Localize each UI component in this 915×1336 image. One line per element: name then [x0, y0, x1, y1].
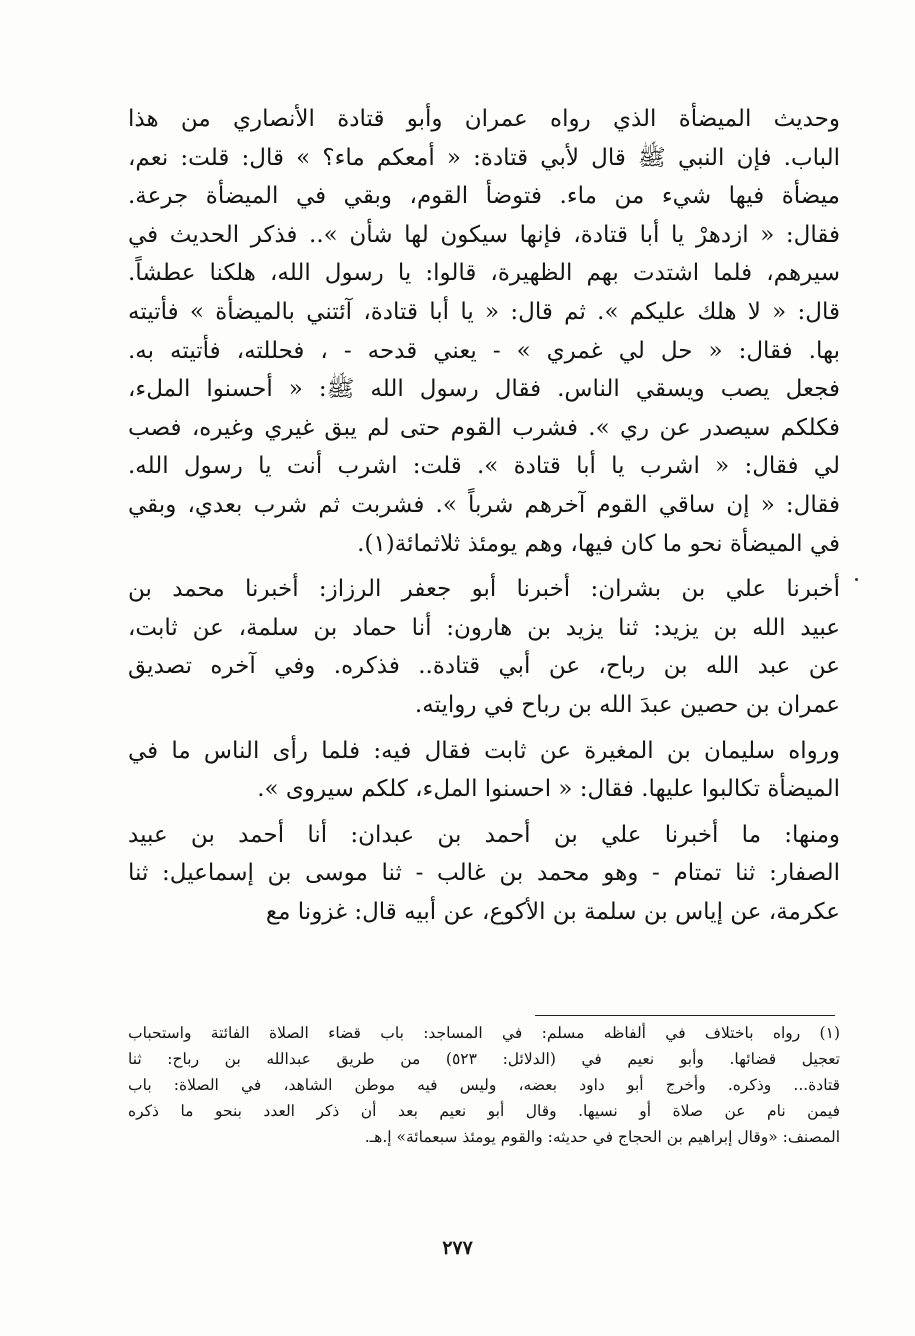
footnote-separator	[535, 1015, 835, 1016]
text-line: أخبرنا علي بن بشران: أخبرنا أبو جعفر الرزاز: أخبرنا محمد بن	[128, 576, 840, 603]
paragraph	[128, 100, 840, 563]
footnote-line: (١) رواه باختلاف في ألفاظه مسلم: في المساجد: باب قضاء الصلاة الفائتة واستحباب	[128, 1024, 840, 1042]
text-line: فقال: « ازدهرْ يا أبا قتادة، فإنها سيكون لها شأن ».. فذكر الحديث في	[128, 221, 840, 248]
footnote-line: المصنف: «وقال إبراهيم بن الحجاج في حديثه: والقوم يومئذ سبعمائة» إ.هـ.	[364, 1128, 840, 1146]
text-line: ورواه سليمان بن المغيرة عن ثابت فقال فيه: فلما رأى الناس ما في	[128, 737, 840, 764]
text-line: بها. فقال: « حل لي غمري » - يعني قدحه - ، فحللته، فأتيته به.	[128, 337, 840, 364]
text-line: الباب. فإن النبي ﷺ قال لأبي قتادة: « أمعكم ماء؟ » قال: قلت: نعم،	[128, 144, 840, 171]
text-line: قال: « لا هلك عليكم ». ثم قال: « يا أبا قتادة، آئتني بالميضأة » فأتيته	[128, 298, 840, 325]
text-line: لي فقال: « اشرب يا أبا قتادة ». قلت: اشرب أنت يا رسول الله.	[128, 453, 840, 480]
text-line: وحديث الميضأة الذي رواه عمران وأبو قتادة الأنصاري من هذا	[128, 106, 840, 132]
text-line: الميضأة تكالبوا عليها. فقال: « احسنوا الملء، كلكم سيروى ».	[257, 776, 840, 803]
text-line: في الميضأة نحو ما كان فيها، وهم يومئذ ثلاثمائة(١).	[357, 530, 840, 557]
main-text	[128, 100, 840, 931]
footnote-line: تعجيل قضائها. وأبو نعيم في (الدلائل: ٥٢٣) من طريق عبدالله بن رباح: ثنا	[128, 1050, 840, 1068]
paragraph	[128, 816, 840, 932]
text-line: فجعل يصب ويسقي الناس. فقال رسول الله ﷺ: « أحسنوا الملء،	[128, 376, 840, 403]
text-line: الصفار: ثنا تمتام - وهو محمد بن غالب - ثنا موسى بن إسماعيل: ثنا	[128, 860, 840, 887]
text-line: عكرمة، عن إياس بن سلمة بن الأكوع، عن أبيه قال: غزونا مع	[265, 898, 840, 925]
text-line: عن عبد الله بن رباح، عن أبي قتادة.. فذكره. وفي آخره تصديق	[128, 653, 840, 680]
text-line: عمران بن حصين عبدَ الله بن رباح في روايته.	[414, 691, 840, 718]
footnote-line: قتادة... وذكره. وأخرج أبو داود بعضه، وليس فيه موطن الشاهد، في الصلاة: باب	[128, 1076, 840, 1094]
footnote-line: فيمن نام عن صلاة أو نسيها. وقال أبو نعيم بعد أن ذكر العدد بنحو ما ذكره	[128, 1102, 840, 1120]
paragraph	[128, 570, 840, 724]
text-line: عبيد الله بن يزيد: ثنا يزيد بن هارون: أنا حماد بن سلمة، عن ثابت،	[128, 614, 840, 641]
page-number: ٢٧٧	[442, 1237, 473, 1259]
text-line: سيرهم، فلما اشتدت بهم الظهيرة، قالوا: يا رسول الله، هلكنا عطشاً.	[128, 260, 840, 287]
text-line: ومنها: ما أخبرنا علي بن أحمد بن عبدان: أنا أحمد بن عبيد	[128, 821, 840, 848]
text-line: فكلكم سيصدر عن ري ». فشرب القوم حتى لم يبق غيري وغيره، فصب	[128, 414, 840, 441]
paragraph	[128, 732, 840, 809]
text-line: ميضأة فيها شيء من ماء. فتوضأ القوم، وبقي في الميضأة جرعة.	[128, 183, 840, 210]
footnotes	[128, 1020, 840, 1150]
text-line: فقال: « إن ساقي القوم آخرهم شرباً ». فشربت ثم شرب بعدي، وبقي	[128, 491, 840, 518]
margin-mark	[855, 578, 858, 581]
